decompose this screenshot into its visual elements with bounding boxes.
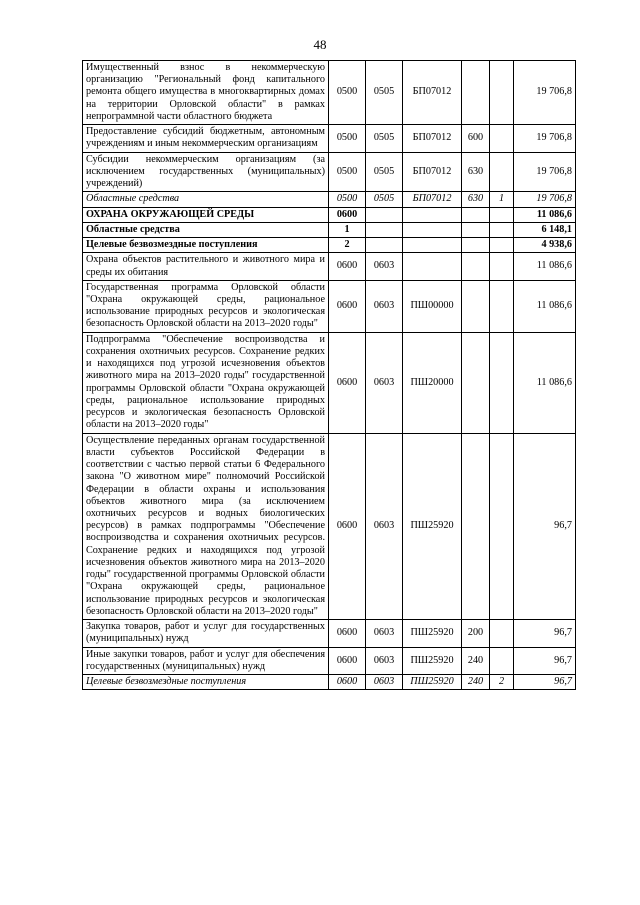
- row-name: Подпрограмма "Обеспечение воспроизводства и сохранения охотничьих ресурсов. Сохранение редких и находящихся под угрозой исчезновения объектов животного мира на 2013–2020 годы" государственной программы Орловской области "Охрана окружающей среды, рациональное использование природных ресурсов и экологическая безопасность Орловской области на 2013–2020 годы": [83, 332, 329, 433]
- row-funding-source: [490, 647, 514, 674]
- row-code: 0600: [329, 332, 366, 433]
- row-funding-source: [490, 620, 514, 647]
- table-row: [83, 192, 576, 207]
- row-funding-source: [490, 152, 514, 192]
- row-code: 1: [329, 222, 366, 237]
- row-name: Областные средства: [83, 222, 329, 237]
- table-row: [83, 61, 576, 125]
- row-funding-source: [490, 61, 514, 125]
- row-funding-source: [490, 433, 514, 620]
- row-expense-type: [462, 253, 490, 280]
- row-target-item: ПШ25920: [403, 433, 462, 620]
- row-name: Имущественный взнос в некоммерческую организацию "Региональный фонд капитального ремонта общего имущества в многоквартирных домах на территории Орловской области" в рамках непрограммной части областного бюджета: [83, 61, 329, 125]
- table-row: [83, 125, 576, 152]
- row-name: Государственная программа Орловской области "Охрана окружающей среды, рациональное использование природных ресурсов и экологическая безопасность Орловской области на 2013–2020 годы": [83, 280, 329, 332]
- row-expense-type: [462, 280, 490, 332]
- row-name: Охрана объектов растительного и животного мира и среды их обитания: [83, 253, 329, 280]
- row-section: [366, 238, 403, 253]
- row-section: 0505: [366, 192, 403, 207]
- row-section: 0603: [366, 253, 403, 280]
- row-target-item: ПШ20000: [403, 332, 462, 433]
- row-amount: 96,7: [514, 620, 576, 647]
- table-row: [83, 675, 576, 690]
- row-target-item: БП07012: [403, 61, 462, 125]
- row-code: 0600: [329, 207, 366, 222]
- row-amount: 19 706,8: [514, 152, 576, 192]
- row-target-item: ПШ25920: [403, 620, 462, 647]
- row-funding-source: [490, 125, 514, 152]
- row-expense-type: 630: [462, 152, 490, 192]
- row-amount: 6 148,1: [514, 222, 576, 237]
- row-target-item: БП07012: [403, 192, 462, 207]
- row-section: 0603: [366, 620, 403, 647]
- row-section: 0603: [366, 675, 403, 690]
- row-amount: 19 706,8: [514, 61, 576, 125]
- row-code: 0600: [329, 647, 366, 674]
- row-section: 0505: [366, 152, 403, 192]
- row-name: Иные закупки товаров, работ и услуг для обеспечения государственных (муниципальных) нужд: [83, 647, 329, 674]
- row-section: 0505: [366, 125, 403, 152]
- row-expense-type: [462, 433, 490, 620]
- row-funding-source: [490, 253, 514, 280]
- row-amount: 4 938,6: [514, 238, 576, 253]
- table-row: [83, 620, 576, 647]
- row-target-item: БП07012: [403, 125, 462, 152]
- row-expense-type: 200: [462, 620, 490, 647]
- row-amount: 11 086,6: [514, 280, 576, 332]
- row-target-item: ПШ25920: [403, 675, 462, 690]
- row-name: Субсидии некоммерческим организациям (за исключением государственных (муниципальных) учреждений): [83, 152, 329, 192]
- row-name: Целевые безвозмездные поступления: [83, 675, 329, 690]
- row-section: 0603: [366, 433, 403, 620]
- row-target-item: [403, 238, 462, 253]
- row-target-item: ПШ25920: [403, 647, 462, 674]
- row-expense-type: [462, 238, 490, 253]
- row-target-item: ПШ00000: [403, 280, 462, 332]
- row-name: Осуществление переданных органам государственной власти субъектов Российской Федерации в соответствии с частью первой статьи 6 Федерального закона "О животном мире" полномочий Российской Федерации в области охраны и использования объектов животного мира (за исключением охотничьих ресурсов и водных биологических ресурсов) в рамках подпрограммы "Обеспечение воспроизводства и сохранения охотничьих ресурсов. Сохранение редких и находящихся под угрозой исчезновения объектов животного мира на 2013–2020 годы" государственной программы Орловской области "Охрана окружающей среды, рациональное использование природных ресурсов и экологическая безопасность Орловской области на 2013–2020 годы": [83, 433, 329, 620]
- row-funding-source: [490, 332, 514, 433]
- row-code: 0600: [329, 620, 366, 647]
- row-name: Целевые безвозмездные поступления: [83, 238, 329, 253]
- row-amount: 11 086,6: [514, 332, 576, 433]
- row-code: 0500: [329, 152, 366, 192]
- row-section: [366, 222, 403, 237]
- row-expense-type: [462, 207, 490, 222]
- row-section: 0505: [366, 61, 403, 125]
- row-amount: 96,7: [514, 433, 576, 620]
- table-row: [83, 238, 576, 253]
- row-section: [366, 207, 403, 222]
- page-number: 48: [313, 37, 327, 52]
- row-amount: 11 086,6: [514, 207, 576, 222]
- row-amount: 96,7: [514, 675, 576, 690]
- row-name: Закупка товаров, работ и услуг для государственных (муниципальных) нужд: [83, 620, 329, 647]
- table-row: [83, 280, 576, 332]
- row-code: 0600: [329, 433, 366, 620]
- row-funding-source: [490, 207, 514, 222]
- table-row: [83, 152, 576, 192]
- row-funding-source: 2: [490, 675, 514, 690]
- row-amount: 11 086,6: [514, 253, 576, 280]
- table-row: [83, 332, 576, 433]
- row-target-item: [403, 253, 462, 280]
- table-body: [83, 61, 576, 690]
- row-section: 0603: [366, 647, 403, 674]
- row-target-item: БП07012: [403, 152, 462, 192]
- row-code: 0600: [329, 253, 366, 280]
- row-code: 0500: [329, 61, 366, 125]
- row-code: 0600: [329, 280, 366, 332]
- row-target-item: [403, 222, 462, 237]
- table-row: [83, 433, 576, 620]
- row-amount: 19 706,8: [514, 125, 576, 152]
- row-funding-source: [490, 222, 514, 237]
- row-code: 0500: [329, 192, 366, 207]
- row-expense-type: [462, 61, 490, 125]
- row-expense-type: 240: [462, 675, 490, 690]
- table-row: [83, 207, 576, 222]
- row-funding-source: [490, 238, 514, 253]
- row-code: 2: [329, 238, 366, 253]
- row-name: ОХРАНА ОКРУЖАЮЩЕЙ СРЕДЫ: [83, 207, 329, 222]
- row-name: Предоставление субсидий бюджетным, автономным учреждениям и иным некоммерческим организациям: [83, 125, 329, 152]
- row-target-item: [403, 207, 462, 222]
- row-expense-type: 630: [462, 192, 490, 207]
- row-funding-source: 1: [490, 192, 514, 207]
- row-section: 0603: [366, 332, 403, 433]
- row-amount: 19 706,8: [514, 192, 576, 207]
- row-code: 0600: [329, 675, 366, 690]
- row-funding-source: [490, 280, 514, 332]
- row-amount: 96,7: [514, 647, 576, 674]
- table-row: [83, 647, 576, 674]
- table-row: [83, 253, 576, 280]
- row-expense-type: [462, 332, 490, 433]
- row-expense-type: 600: [462, 125, 490, 152]
- table-row: [83, 222, 576, 237]
- budget-table: [82, 60, 576, 690]
- row-section: 0603: [366, 280, 403, 332]
- row-code: 0500: [329, 125, 366, 152]
- row-expense-type: [462, 222, 490, 237]
- row-expense-type: 240: [462, 647, 490, 674]
- row-name: Областные средства: [83, 192, 329, 207]
